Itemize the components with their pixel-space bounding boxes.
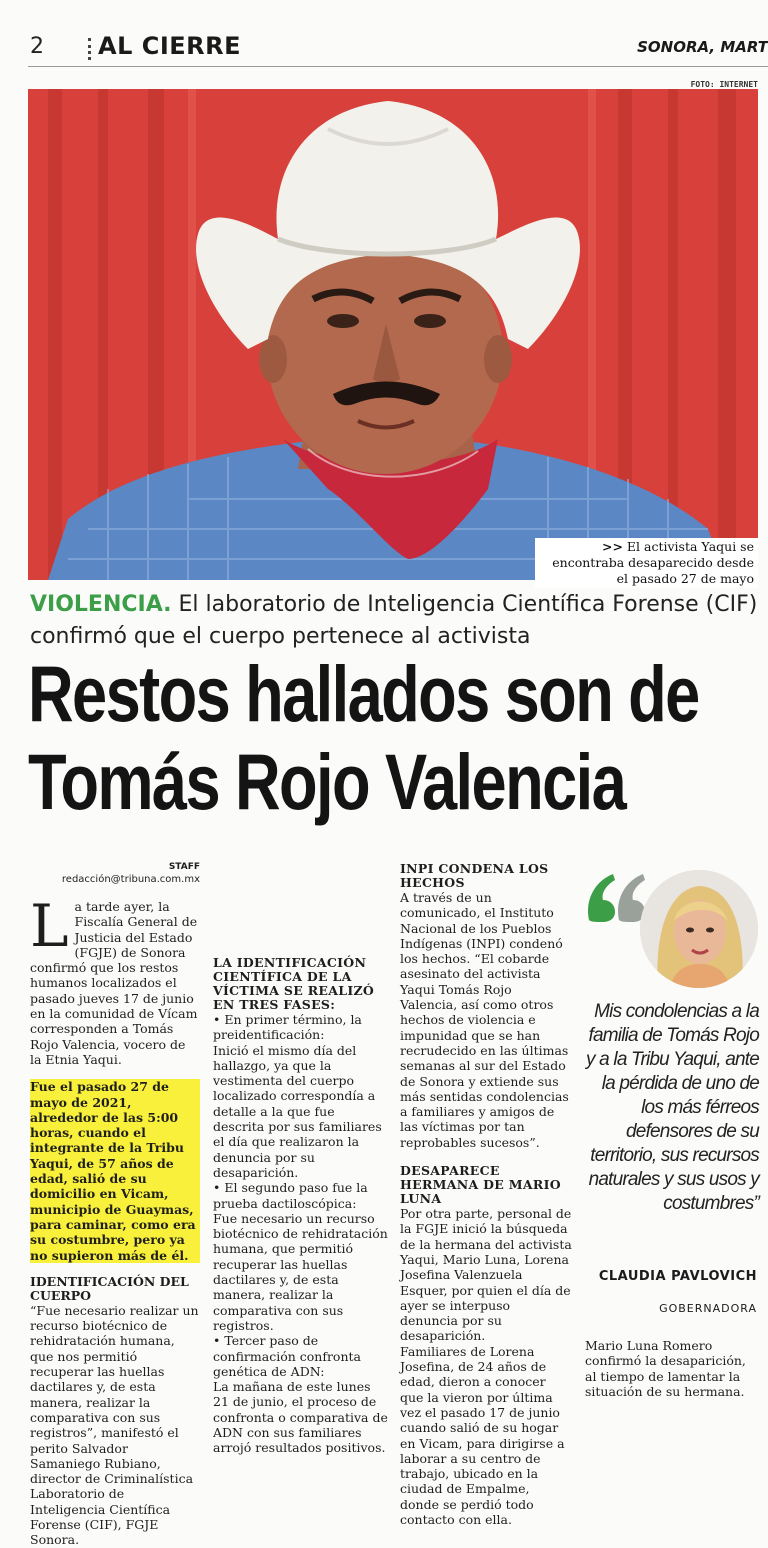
header-divider: [88, 38, 94, 60]
drop-cap: L: [30, 892, 69, 960]
page-number: 2: [30, 34, 44, 59]
subhead-identificacion: IDENTIFICACIÓN DEL CUERPO: [30, 1273, 189, 1303]
photo-caption: [535, 538, 758, 588]
caption-text: El activista Yaqui se encontraba desaparecido desde el pasado 27 de mayo: [552, 539, 754, 586]
activist-portrait-illustration: [28, 89, 758, 580]
pull-quote: Mis condolencias a la familia de Tomás Rojo y a la Tribu Yaqui, ante la pérdida de uno de los más férreos defensores de su territorio, sus recursos naturales y sus usos y costumbres”: [585, 1001, 759, 1214]
photo-credit: FOTO: INTERNET: [690, 80, 758, 89]
article-column-3: [400, 862, 572, 1527]
paragraph-busqueda: Por otra parte, personal de la FGJE inició la búsqueda de la hermana del activista Yaqui, Mario Luna, Lorena Josefina Valenzuela Esquer, por quien el día de ayer se interpuso denuncia por su desaparición.: [400, 1206, 572, 1344]
paragraph-mario-luna: Mario Luna Romero confirmó la desaparición, al tiempo de lamentar la situación de su hermana.: [585, 1338, 746, 1399]
phase-1-text: Inició el mismo día del hallazgo, ya que la vestimenta del cuerpo localizado correspondía a detalle a la que fue descrita por sus familiares el día que realizaron la denuncia por su desaparición.: [213, 1042, 382, 1180]
article-column-1: [30, 862, 200, 1548]
kicker: [30, 589, 760, 653]
phase-1-title: • En primer término, la preidentificación:: [213, 1012, 362, 1043]
subhead-fases: LA IDENTIFICACIÓN CIENTÍFICA DE LA VÍCTIMA SE REALIZÓ EN TRES FASES:: [213, 955, 375, 1012]
phase-3-title: • Tercer paso de confirmación confronta genética de ADN:: [213, 1333, 361, 1379]
highlighted-paragraph: Fue el pasado 27 de mayo de 2021, alrededor de las 5:00 horas, cuando el integrante de la Tribu Yaqui, de 57 años de edad, salió de su domicilio en Vicam, municipio de Guaymas, para caminar, como era su costumbre, pero ya no supieron más de él.: [30, 1079, 200, 1263]
lead-photo: [28, 89, 758, 580]
paragraph-perito: “Fue necesario realizar un recurso biotécnico de rehidratación humana, que nos permitió recuperar las huellas dactilares y, de esta manera, realizar la comparativa con sus registros”, manifestó el perito Salvador Samaniego Rubiano, director de Criminalística Laboratorio de Inteligencia Científica Forense (CIF), FGJE Sonora.: [30, 1302, 199, 1548]
caption-arrow: >>: [601, 539, 623, 554]
quote-author-role: GOBERNADORA: [659, 1302, 757, 1315]
subhead-hermana: DESAPARECE HERMANA DE MARIO LUNA: [400, 1163, 561, 1207]
governor-portrait: [640, 870, 758, 988]
section-title: AL CIERRE: [98, 32, 242, 60]
headline: [28, 649, 699, 826]
kicker-tag: VIOLENCIA.: [30, 592, 172, 617]
paragraph-inpi: A través de un comunicado, el Instituto Nacional de los Pueblos Indígenas (INPI) condenó los hechos. “El cobarde asesinato del activista Yaqui Tomás Rojo Valencia, así como otros hechos de violencia e impunidad que se han recrudecido en las últimas semanas al sur del Estado de Sonora y extiende sus más sentidas condolencias a familiares y amigos de las víctimas por tan reprobables sucesos”.: [400, 890, 569, 1150]
article-column-4: [585, 1338, 760, 1399]
phase-2-title: • El segundo paso fue la prueba dactiloscópica:: [213, 1180, 368, 1211]
governor-photo-illustration: [640, 870, 758, 988]
phase-3-text: La mañana de este lunes 21 de junio, el proceso de confronta o comparativa de ADN con sus familiares arrojó resultados positivos.: [213, 1379, 388, 1456]
headline-line-2: Tomás Rojo Valencia: [28, 737, 626, 826]
headline-line-1: Restos hallados son de: [28, 649, 699, 738]
lead-paragraph: [30, 892, 200, 1067]
phase-2-text: Fue necesario un recurso biotécnico de rehidratación humana, que permitió recuperar las huellas dactilares y, de esta manera, realizar la comparativa con sus registros.: [213, 1210, 388, 1333]
article-column-2: [213, 862, 389, 1456]
byline-email[interactable]: redacción@tribuna.com.mx: [61, 874, 200, 885]
header-rule: [28, 66, 768, 67]
lead-text: a tarde ayer, la Fiscalía General de Justicia del Estado (FGJE) de Sonora confirmó que los restos humanos localizados el pasado jueves 17 de junio en la comunidad de Vícam corresponden a Tomás Rojo Valencia, vocero de la Etnia Yaqui.: [30, 899, 198, 1067]
byline-staff: STAFF: [168, 862, 200, 872]
quote-author-name: CLAUDIA PAVLOVICH: [598, 1269, 757, 1284]
quote-mark-icon: [585, 872, 647, 924]
edition-label: SONORA, MART: [637, 38, 768, 56]
subhead-inpi: INPI CONDENA LOS HECHOS: [400, 861, 549, 890]
paragraph-familiares: Familiares de Lorena Josefina, de 24 años de edad, dieron a conocer que la vieron por última vez el pasado 17 de junio cuando salió de su hogar en Vicam, para dirigirse a laborar a su centro de trabajo, ubicado en la ciudad de Empalme, donde se perdió todo contacto con ella.: [400, 1343, 565, 1527]
kicker-text: El laboratorio de Inteligencia Científica Forense (CIF) confirmó que el cuerpo pertenece al activista: [30, 592, 758, 649]
